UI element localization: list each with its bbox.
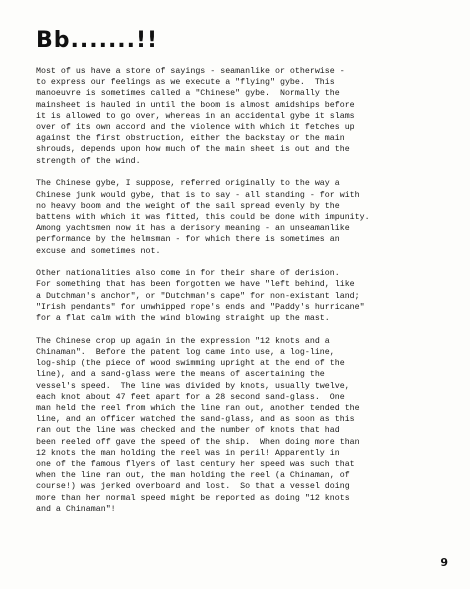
text-line: manoeuvre is sometimes called a "Chinese" gybe. Normally the — [36, 89, 340, 99]
text-line: strength of the wind. — [36, 156, 141, 166]
text-line: "Irish pendants" for unwhipped rope's ends and "Paddy's hurricane" — [36, 302, 365, 312]
page-number: 9 — [440, 556, 448, 569]
text-line: battens with which it was fitted, this could be done with impunity. — [36, 212, 370, 222]
text-line: Chinese junk would gybe, that is to say - all standing - for with — [36, 190, 360, 200]
text-line: more than her normal speed might be reported as doing "12 knots — [36, 493, 350, 503]
text-line: Chinaman". Before the patent log came into use, a log-line, — [36, 347, 335, 357]
text-line: For something that has been forgotten we have "left behind, like — [36, 280, 355, 290]
text-line: excuse and sometimes not. — [36, 246, 161, 256]
text-line: mainsheet is hauled in until the boom is almost amidships before — [36, 100, 355, 110]
text-line: line, and an officer watched the sand-glass, and as soon as this — [36, 415, 355, 425]
text-line: shrouds, depends upon how much of the main sheet is out and the — [36, 145, 350, 155]
text-line: a Dutchman's anchor", or "Dutchman's cape" for non-existant land; — [36, 291, 360, 301]
paragraph-1 — [36, 66, 440, 167]
text-line: line), and a sand-glass were the means of ascertaining the — [36, 370, 325, 380]
text-line: The Chinese gybe, I suppose, referred originally to the way a — [36, 179, 340, 189]
paragraph-4 — [36, 336, 440, 515]
text-line: over of its own accord and the violence with which it fetches up — [36, 123, 355, 133]
text-line: vessel's speed. The line was divided by knots, usually twelve, — [36, 381, 350, 391]
text-line: for a flat calm with the wind blowing straight up the mast. — [36, 314, 330, 324]
text-line: one of the famous flyers of last century her speed was such that — [36, 460, 355, 469]
text-line: log-ship (the piece of wood swimming upright at the end of the — [36, 359, 345, 369]
article-body — [36, 66, 440, 527]
text-line: performance by the helmsman - for which there is sometimes an — [36, 235, 340, 245]
text-line: ran out the line was checked and the number of knots that had — [36, 426, 340, 436]
text-line: Other nationalities also come in for their share of derision. — [36, 269, 340, 279]
text-line: when the line ran out, the man holding the reel (a Chinaman, of — [36, 471, 350, 481]
text-line: man held the reel from which the line ran out, another tended the — [36, 403, 360, 413]
text-line: to express our feelings as we execute a "flying" gybe. This — [36, 78, 335, 88]
text-line: it is allowed to go over, whereas in an accidental gybe it slams — [36, 111, 355, 121]
text-line: The Chinese crop up again in the expression "12 knots and a — [36, 336, 330, 346]
text-line: been reeled off gave the speed of the ship. When doing more than — [36, 437, 360, 447]
text-line: and a Chinaman"! — [36, 504, 116, 514]
page-title: Bb.......!! — [36, 28, 159, 53]
text-line: Among yachtsmen now it has a derisory meaning - an unseamanlike — [36, 224, 350, 234]
text-line: each knot about 47 feet apart for a 28 second sand-glass. One — [36, 392, 345, 402]
text-line: course!) was jerked overboard and lost. So that a vessel doing — [36, 482, 350, 492]
paragraph-3 — [36, 268, 440, 324]
paragraph-2 — [36, 178, 440, 256]
text-line: no heavy boom and the weight of the sail spread evenly by the — [36, 201, 340, 211]
text-line: against the first obstruction, either the backstay or the main — [36, 134, 345, 144]
text-line: 12 knots the man holding the reel was in peril! Apparently in — [36, 448, 340, 458]
text-line: Most of us have a store of sayings - seamanlike or otherwise - — [36, 67, 345, 76]
